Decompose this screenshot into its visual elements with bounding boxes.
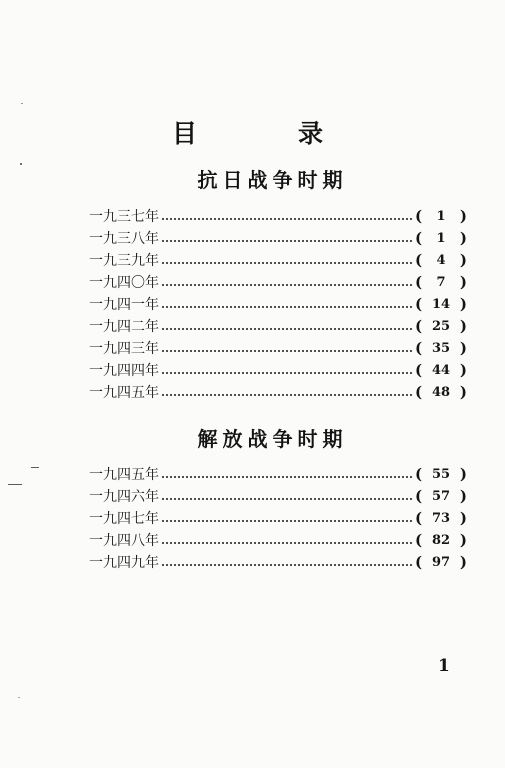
toc-entry[interactable]: [89, 529, 467, 551]
toc-entry-page-ref: [415, 531, 467, 549]
close-paren: ): [459, 207, 467, 225]
toc-entry-page: 25: [431, 318, 451, 334]
toc-entry-page-ref: [415, 251, 467, 269]
close-paren: ): [459, 361, 467, 379]
toc-entry-page-ref: [415, 207, 467, 225]
dot-leader: [161, 218, 413, 220]
open-paren: (: [415, 383, 423, 401]
toc-entry-label: 一九四七年: [89, 511, 159, 527]
toc-entry-label: 一九四六年: [89, 489, 159, 505]
toc-entry-page: 97: [431, 554, 451, 570]
toc-entry-label: 一九三七年: [89, 209, 159, 225]
toc-entry-page-ref: [415, 361, 467, 379]
open-paren: (: [415, 361, 423, 379]
toc-entry[interactable]: [89, 293, 467, 315]
toc-entry-label: 一九四九年: [89, 555, 159, 571]
toc-entry[interactable]: [89, 249, 467, 271]
scan-speck: [8, 484, 22, 485]
toc-entry-label: 一九四八年: [89, 533, 159, 549]
open-paren: (: [415, 317, 423, 335]
scan-speck: [20, 163, 22, 165]
open-paren: (: [415, 295, 423, 313]
section-heading-liberation-war: 解放战争时期: [197, 427, 348, 451]
open-paren: (: [415, 229, 423, 247]
toc-entry-page-ref: [415, 465, 467, 483]
toc-entry-page-ref: [415, 317, 467, 335]
toc-entry-page-ref: [415, 273, 467, 291]
toc-entry-label: 一九四二年: [89, 319, 159, 335]
toc-entry-page-ref: [415, 339, 467, 357]
toc-entry[interactable]: [89, 485, 467, 507]
toc-entry-label: 一九三八年: [89, 231, 159, 247]
toc-entry-label: 一九四一年: [89, 297, 159, 313]
toc-entry[interactable]: [89, 337, 467, 359]
dot-leader: [161, 542, 413, 544]
close-paren: ): [459, 553, 467, 571]
dot-leader: [161, 520, 413, 522]
open-paren: (: [415, 273, 423, 291]
close-paren: ): [459, 317, 467, 335]
dot-leader: [161, 284, 413, 286]
toc-entry-page: 4: [436, 252, 446, 268]
toc-entry-page: 57: [431, 488, 451, 504]
section-heading-anti-japanese-war: 抗日战争时期: [197, 168, 348, 192]
open-paren: (: [415, 531, 423, 549]
toc-entry-page: 7: [436, 274, 446, 290]
dot-leader: [161, 498, 413, 500]
toc-entry-page-ref: [415, 229, 467, 247]
toc-entry-label: 一九四五年: [89, 467, 159, 483]
close-paren: ): [459, 487, 467, 505]
dot-leader: [161, 262, 413, 264]
toc-entry-page: 44: [431, 362, 451, 378]
dot-leader: [161, 240, 413, 242]
close-paren: ): [459, 383, 467, 401]
toc-entry-page: 73: [431, 510, 451, 526]
open-paren: (: [415, 251, 423, 269]
toc-entry[interactable]: [89, 359, 467, 381]
toc-entry-page: 35: [431, 340, 451, 356]
dot-leader: [161, 372, 413, 374]
toc-entry[interactable]: [89, 227, 467, 249]
toc-entry[interactable]: [89, 381, 467, 403]
toc-entry-page-ref: [415, 553, 467, 571]
toc-entry-page: 55: [431, 466, 451, 482]
toc-entry-page-ref: [415, 487, 467, 505]
toc-entry[interactable]: [89, 205, 467, 227]
open-paren: (: [415, 339, 423, 357]
toc-entry[interactable]: [89, 463, 467, 485]
toc-entry-label: 一九四五年: [89, 385, 159, 401]
toc-entry[interactable]: [89, 507, 467, 529]
toc-entry-page-ref: [415, 295, 467, 313]
scan-speck: [18, 697, 20, 698]
page-title: 目 录: [171, 119, 361, 148]
close-paren: ): [459, 339, 467, 357]
toc-entry-page: 1: [436, 208, 446, 224]
close-paren: ): [459, 251, 467, 269]
toc-entry-label: 一九三九年: [89, 253, 159, 269]
close-paren: ): [459, 531, 467, 549]
dot-leader: [161, 564, 413, 566]
toc-entry[interactable]: [89, 551, 467, 573]
close-paren: ): [459, 295, 467, 313]
toc-entry-page: 1: [436, 230, 446, 246]
scan-speck: [21, 103, 23, 104]
close-paren: ): [459, 509, 467, 527]
toc-entry-page: 14: [431, 296, 451, 312]
open-paren: (: [415, 465, 423, 483]
toc-entry-page-ref: [415, 509, 467, 527]
toc-entry-label: 一九四三年: [89, 341, 159, 357]
open-paren: (: [415, 207, 423, 225]
toc-entry-page-ref: [415, 383, 467, 401]
page-number: 1: [438, 656, 450, 676]
open-paren: (: [415, 553, 423, 571]
toc-list-anti-japanese-war: [89, 205, 467, 403]
toc-entry[interactable]: [89, 271, 467, 293]
toc-entry-label: 一九四四年: [89, 363, 159, 379]
toc-entry-page: 48: [431, 384, 451, 400]
dot-leader: [161, 306, 413, 308]
toc-list-liberation-war: [89, 463, 467, 573]
open-paren: (: [415, 509, 423, 527]
close-paren: ): [459, 465, 467, 483]
toc-entry[interactable]: [89, 315, 467, 337]
toc-entry-page: 82: [431, 532, 451, 548]
dot-leader: [161, 394, 413, 396]
close-paren: ): [459, 229, 467, 247]
scan-speck: [31, 467, 39, 468]
close-paren: ): [459, 273, 467, 291]
open-paren: (: [415, 487, 423, 505]
toc-entry-label: 一九四〇年: [89, 275, 159, 291]
dot-leader: [161, 350, 413, 352]
dot-leader: [161, 328, 413, 330]
dot-leader: [161, 476, 413, 478]
